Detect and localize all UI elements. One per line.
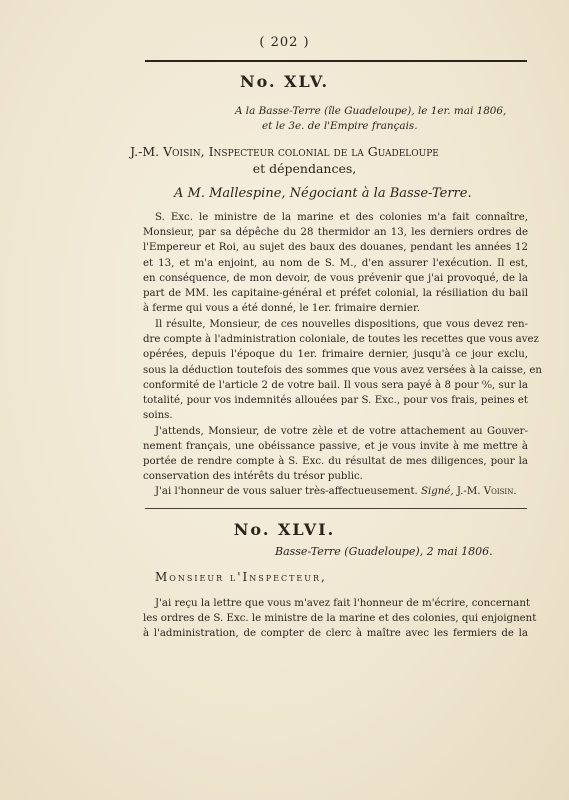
paragraph-line: Monsieur, par sa dépêche du 28 thermidor an 13, les derniers ordres de [143, 227, 528, 238]
dateline: et le 3e. de l'Empire français. [262, 120, 418, 132]
dateline: Basse-Terre (Guadeloupe), 2 mai 1806. [275, 545, 493, 558]
closing-text: J'ai l'honneur de vous saluer très-affectueusement. [155, 486, 418, 497]
paragraph-line: sous la déduction toutefois des sommes que vous avez versées à la caisse, en [143, 365, 542, 376]
letter-addressee: A M. Mallespine, Négociant à la Basse-Terre. [174, 186, 472, 201]
paragraph-line: dre compte à l'administration coloniale, de toutes les recettes que vous avez [143, 334, 539, 345]
signed-label: Signé, [421, 486, 454, 497]
letter-number: No. XLVI. [233, 520, 336, 539]
paragraph-line: S. Exc. le ministre de la marine et des colonies m'a fait connaître, [155, 212, 528, 223]
paragraph-line: opérées, depuis l'époque du 1er. frimaire dernier, jusqu'à ce jour exclu, [143, 349, 528, 360]
paragraph-line: à ferme qui vous a été donné, le 1er. frimaire dernier. [143, 303, 420, 314]
paragraph-line: à l'administration, de compter de clerc à maître avec les fermiers de la [143, 628, 528, 639]
letter-number: No. XLV. [239, 72, 330, 91]
paragraph-line: les ordres de S. Exc. le ministre de la marine et des colonies, qui enjoignent [143, 613, 537, 624]
paragraph-line: et 13, et m'a enjoint, au nom de S. M., d'en assurer l'exécution. Il est, [143, 258, 528, 269]
paragraph-line: conformité de l'article 2 de votre bail. Il vous sera payé à 8 pour ⁰⁄₀, sur la [143, 380, 528, 391]
letter-salutation: Monsieur l'Inspecteur, [155, 570, 327, 584]
dateline: A la Basse-Terre (île Guadeloupe), le 1er. mai 1806, [235, 105, 507, 117]
header-rule [145, 60, 527, 62]
paragraph-line: nement français, une obéissance passive, et je vous invite à me mettre à [143, 441, 528, 452]
paragraph-line: soins. [143, 410, 173, 421]
section-rule [145, 508, 527, 509]
letter-author: et dépendances, [252, 161, 357, 176]
signature: J.-M. Voisin. [456, 486, 517, 497]
paragraph-line: J'ai reçu la lettre que vous m'avez fait l'honneur de m'écrire, concernant [155, 598, 531, 609]
letter-author: J.-M. Voisin, Inspecteur colonial de la Guadeloupe [130, 144, 439, 159]
closing-line [155, 485, 517, 499]
paragraph-line: Il résulte, Monsieur, de ces nouvelles dispositions, que vous devez ren- [155, 319, 528, 330]
paragraph-line: en conséquence, de mon devoir, de vous prévenir que j'ai provoqué, de la [143, 273, 528, 284]
paragraph-line: conservation des intérêts du trésor public. [143, 471, 363, 482]
paragraph-line: part de MM. les capitaine-général et préfet colonial, la résiliation du bail [143, 288, 528, 299]
paragraph-line: l'Empereur et Roi, au sujet des baux des douanes, pendant les années 12 [143, 242, 528, 253]
paragraph-line: J'attends, Monsieur, de votre zèle et de votre attachement au Gouver- [155, 426, 528, 437]
paragraph-line: portée de rendre compte à S. Exc. du résultat de mes diligences, pour la [143, 456, 528, 467]
page-number: ( 202 ) [259, 35, 310, 50]
paragraph-line: totalité, pour vos indemnités allouées par S. Exc., pour vos frais, peines et [143, 395, 528, 406]
